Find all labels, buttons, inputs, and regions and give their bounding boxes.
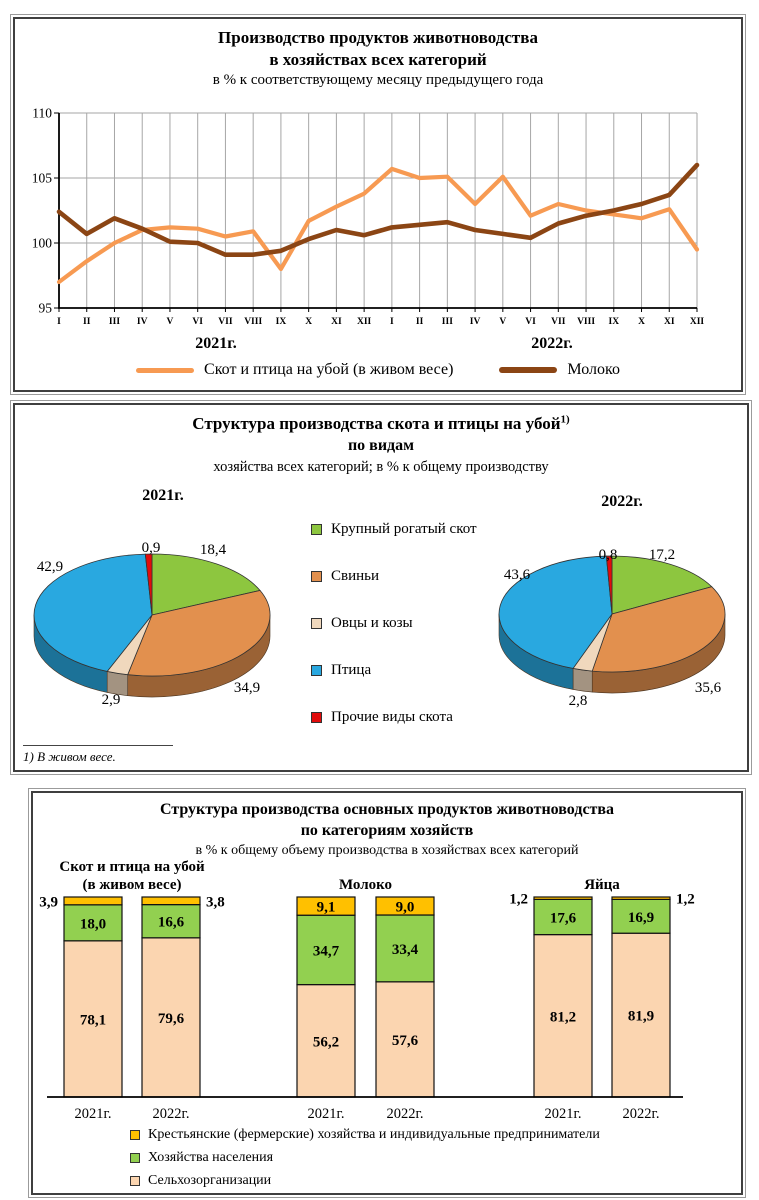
svg-text:2021г.: 2021г. [74,1106,112,1122]
bar-segment-Крестьянские (фермерские) хозяйства и индивидуальные предприниматели [64,897,122,905]
svg-text:2022г.: 2022г. [386,1106,424,1122]
legend-item-other: Прочие виды скота [311,709,501,726]
panel3-subtitle: в % к общему объему производства в хозяйствах всех категорий [195,843,579,858]
footnote: 1) В живом весе. [23,749,116,764]
slaughter-line-swatch [136,368,194,373]
pie-slices [499,556,725,672]
svg-text:2022г.: 2022г. [622,1106,660,1122]
svg-text:X: X [305,317,313,327]
footnote-marker: 1) [560,413,570,426]
stacked-bar-chart-production-structure-by-farm-category [33,793,745,1125]
line-chart-legend [15,361,741,379]
bar-segment-Крестьянские (фермерские) хозяйства и индивидуальные предприниматели [612,897,670,899]
svg-text:100: 100 [31,235,52,251]
line-chart-livestock-production-line [29,99,729,331]
svg-text:V: V [166,317,174,327]
svg-text:17,2: 17,2 [648,547,676,563]
svg-text:33,4: 33,4 [391,941,419,958]
legend-item-sheep-goats: Овцы и козы [311,615,501,632]
svg-text:42,9: 42,9 [36,559,64,575]
pie-2022-year-label: 2022г. [601,493,643,510]
svg-text:1,2: 1,2 [676,891,695,908]
other-livestock-swatch [311,712,322,723]
svg-text:Скот и птица на убой: Скот и птица на убой [59,859,205,875]
axes [58,113,697,308]
svg-text:1,2: 1,2 [509,891,528,908]
svg-text:II: II [83,317,91,327]
svg-text:V: V [499,317,507,327]
svg-text:XI: XI [663,317,675,327]
svg-text:18,0: 18,0 [79,916,107,933]
panel1-subtitle: в % к соответствующему месяцу предыдущего года [212,72,544,88]
svg-text:VII: VII [551,317,566,327]
svg-text:18,4: 18,4 [199,542,227,558]
svg-text:3,8: 3,8 [206,894,225,911]
svg-text:(в живом весе): (в живом весе) [82,877,182,893]
svg-text:0,9: 0,9 [141,540,161,556]
bar-value-labels [39,892,695,1051]
bar-chart-panel [28,788,746,1198]
svg-text:57,6: 57,6 [391,1032,419,1049]
line-chart-panel [10,14,746,395]
svg-text:2021г.: 2021г. [307,1106,345,1122]
svg-text:95: 95 [38,300,52,316]
svg-text:16,6: 16,6 [157,914,185,931]
svg-text:I: I [57,317,61,327]
cattle-swatch [311,524,322,535]
svg-text:110: 110 [32,105,52,121]
svg-text:IX: IX [275,317,287,327]
pie-chart-2022 [487,529,757,734]
svg-text:VIII: VIII [577,317,596,327]
households-swatch [130,1153,140,1163]
pie-2021-year-label: 2021г. [142,487,184,504]
svg-text:IV: IV [469,317,481,327]
footnote-rule [23,745,173,746]
legend-item-poultry: Птица [311,662,501,679]
svg-text:I: I [390,317,394,327]
axis-year-label-2022: 2022г. [531,335,573,352]
svg-text:VI: VI [525,317,536,327]
legend-item-households: Хозяйства населения [130,1150,600,1166]
svg-text:2,8: 2,8 [568,693,588,709]
farms-swatch [130,1130,140,1140]
pie-chart-2021 [23,529,303,734]
svg-text:Яйца: Яйца [584,877,620,893]
svg-text:Молоко: Молоко [338,877,393,893]
legend-item-farms: Крестьянские (фермерские) хозяйства и индивидуальные предприниматели [130,1127,600,1143]
group-titles [59,859,620,893]
svg-text:17,6: 17,6 [549,910,577,927]
bar-segment-Крестьянские (фермерские) хозяйства и индивидуальные предприниматели [534,897,592,899]
bar-segments [64,897,670,1097]
agri-orgs-swatch [130,1176,140,1186]
svg-text:35,6: 35,6 [694,680,722,696]
svg-text:43,6: 43,6 [503,567,531,583]
y-axis-labels [32,106,53,316]
bar-x-labels [75,1106,660,1122]
svg-text:VIII: VIII [244,317,263,327]
svg-text:0,8: 0,8 [598,547,618,563]
legend-item-milk [499,361,620,379]
x-axis-labels [57,317,704,327]
svg-text:9,0: 9,0 [395,899,415,916]
svg-text:81,2: 81,2 [549,1009,577,1026]
svg-text:III: III [441,317,453,327]
svg-text:2021г.: 2021г. [544,1106,582,1122]
svg-text:IV: IV [136,317,148,327]
pie-charts-panel [10,400,752,775]
legend-item-slaughter [136,361,453,379]
pie-legend [311,521,501,756]
svg-text:XI: XI [331,317,342,327]
panel2-title: Структура производства скота и птицы на убой$^{1)}$ [192,413,570,433]
svg-text:XII: XII [356,317,372,327]
legend-label: Молоко [567,361,620,378]
svg-text:16,9: 16,9 [627,909,655,926]
legend-item-agri-orgs: Сельхозорганизации [130,1173,600,1189]
bar-segment-Крестьянские (фермерские) хозяйства и индивидуальные предприниматели [142,897,200,905]
panel1-title-line1: Производство продуктов животноводства [218,28,538,47]
svg-text:9,1: 9,1 [316,899,336,916]
panel2-subtitle: хозяйства всех категорий; в % к общему производству [213,459,549,475]
svg-text:III: III [108,317,121,327]
svg-text:81,9: 81,9 [627,1008,655,1025]
svg-text:II: II [415,317,424,327]
legend-item-cattle: Крупный рогатый скот [311,521,501,538]
svg-text:2,9: 2,9 [101,692,121,708]
legend-item-pigs: Свиньи [311,568,501,585]
svg-text:3,9: 3,9 [39,894,58,911]
svg-text:34,9: 34,9 [233,680,261,696]
svg-text:34,7: 34,7 [312,943,340,960]
svg-text:2022г.: 2022г. [152,1106,190,1122]
pie-slices [34,554,270,676]
series-Скот и птица на убой (в живом весе) [59,169,697,282]
panel2-title-line2: по видам [347,437,415,454]
svg-text:XII: XII [689,317,705,327]
bar-chart-legend [130,1127,600,1196]
svg-text:78,1: 78,1 [79,1012,107,1029]
milk-line-swatch [499,367,557,373]
poultry-swatch [311,665,322,676]
panel3-title-line2: по категориям хозяйств [300,822,474,839]
axis-year-label-2021: 2021г. [195,335,237,352]
svg-text:VI: VI [192,317,203,327]
svg-text:VII: VII [218,317,233,327]
panel3-title-line1: Структура производства основных продуктов животноводства [159,801,615,818]
pigs-swatch [311,571,322,582]
svg-text:X: X [638,317,645,327]
legend-label: Скот и птица на убой (в живом весе) [204,361,454,378]
panel1-title-line2: в хозяйствах всех категорий [269,50,487,69]
svg-text:IX: IX [608,317,620,327]
svg-text:105: 105 [31,170,52,186]
svg-text:79,6: 79,6 [157,1010,185,1027]
svg-text:56,2: 56,2 [312,1034,340,1051]
sheep-goats-swatch [311,618,322,629]
